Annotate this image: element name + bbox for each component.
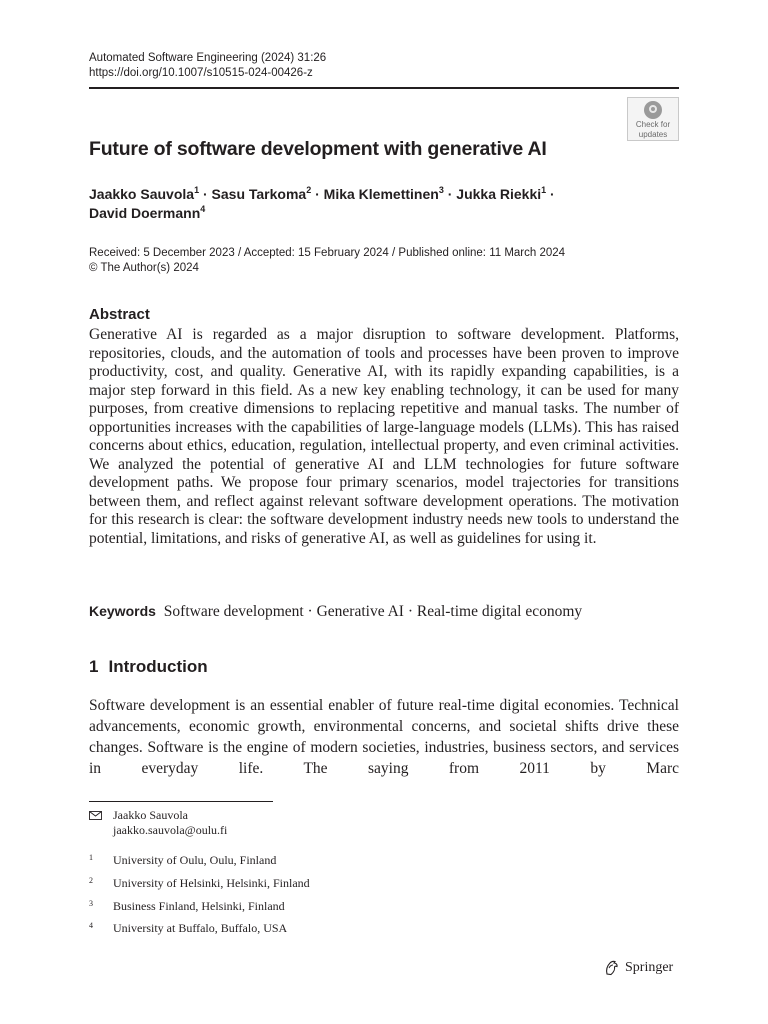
corresponding-name: Jaakko Sauvola [113,808,188,822]
affiliation-number: 1 [89,853,93,862]
abstract-heading: Abstract [89,306,150,323]
section-number: 1 [89,657,99,676]
affiliation-text: Business Finland, Helsinki, Finland [113,899,285,913]
author-list: Jaakko Sauvola$^1$ · Sasu Tarkoma$^2$ · Mika Klemettinen$^3$ · Jukka Riekki$^1$ · David Doermann$^4$ [89,185,555,221]
badge-label-2: updates [638,130,668,139]
affiliation-text: University at Buffalo, Buffalo, USA [113,921,288,935]
affiliation-text: University of Oulu, Oulu, Finland [113,853,277,867]
footnote-rule [89,801,273,802]
author-affiliation-mark: 1 [541,185,547,195]
envelope-icon[interactable] [89,811,102,820]
section-heading [89,657,208,677]
introduction-text: Software development is an essential enabler of future real-time digital economies. Technical advancements, economic growth, environmental concerns, and societal shifts drive these changes. Software is the engine of modern societies, industries, business sectors, and services in everyday life. The saying from 2011 by Marc [89,697,679,777]
author-name[interactable]: David Doermann [89,205,201,221]
publication-dates [89,246,565,276]
affiliation-number: 3 [89,899,93,908]
author-name[interactable]: Sasu Tarkoma [211,186,307,202]
keywords [89,603,582,621]
header-rule [89,87,679,89]
check-updates-icon [644,101,662,119]
publisher-name: Springer [625,960,674,975]
corresponding-email[interactable]: jaakko.sauvola@oulu.fi [113,823,228,837]
author-name[interactable]: Jaakko Sauvola [89,186,195,202]
affiliation-number: 4 [89,921,93,930]
affiliation-number: 2 [89,876,93,885]
check-for-updates-badge[interactable] [627,97,679,141]
keywords-label: Keywords [89,603,156,619]
author-name[interactable]: Jukka Riekki [456,186,542,202]
author-name[interactable]: Mika Klemettinen [323,186,439,202]
author-affiliation-mark: 3 [438,185,444,195]
journal-header [89,51,326,81]
badge-label-1: Check for [635,120,671,129]
section-title: Introduction [108,657,208,676]
journal-citation: Automated Software Engineering (2024) 31:26 [89,52,327,64]
author-affiliation-mark: 2 [306,185,312,195]
springer-horse-icon [603,959,621,977]
history-dates: Received: 5 December 2023 / Accepted: 15 February 2024 / Published online: 11 March 2024 [89,247,566,259]
keywords-list: Software development · Generative AI · Real-time digital economy [163,603,583,620]
affiliation-text: University of Helsinki, Helsinki, Finland [113,876,310,890]
doi-link[interactable]: https://doi.org/10.1007/s10515-024-00426-z [89,67,313,79]
author-affiliation-mark: 1 [194,185,200,195]
author-affiliation-mark: 4 [200,204,206,214]
abstract-text: Generative AI is regarded as a major disruption to software development. Platforms, repositories, clouds, and the automation of tools and processes have been proven to improve productivity, cost, and quality. Generative AI, with its rapidly expanding capabilities, is a major step forward in this field. As a new key enabling technology, it can be used for many purposes, from creative dimensions to replacing repetitive and manual tasks. The number of opportunities increases with the capabilities of large-language models (LLMs). This has raised concerns about ethics, education, regulation, intellectual property, and even criminal activities. We analyzed the potential of generative AI and LLM technologies for future software development paths. We propose four primary scenarios, model trajectories for transitions between them, and reflect against relevant software development operations. The motivation for this research is clear: the software development industry needs new tools to understand the potential, limitations, and risks of generative AI, as well as guidelines for using it. [89,326,679,547]
copyright: © The Author(s) 2024 [89,262,199,274]
paper-title: Future of software development with generative AI [89,138,547,160]
